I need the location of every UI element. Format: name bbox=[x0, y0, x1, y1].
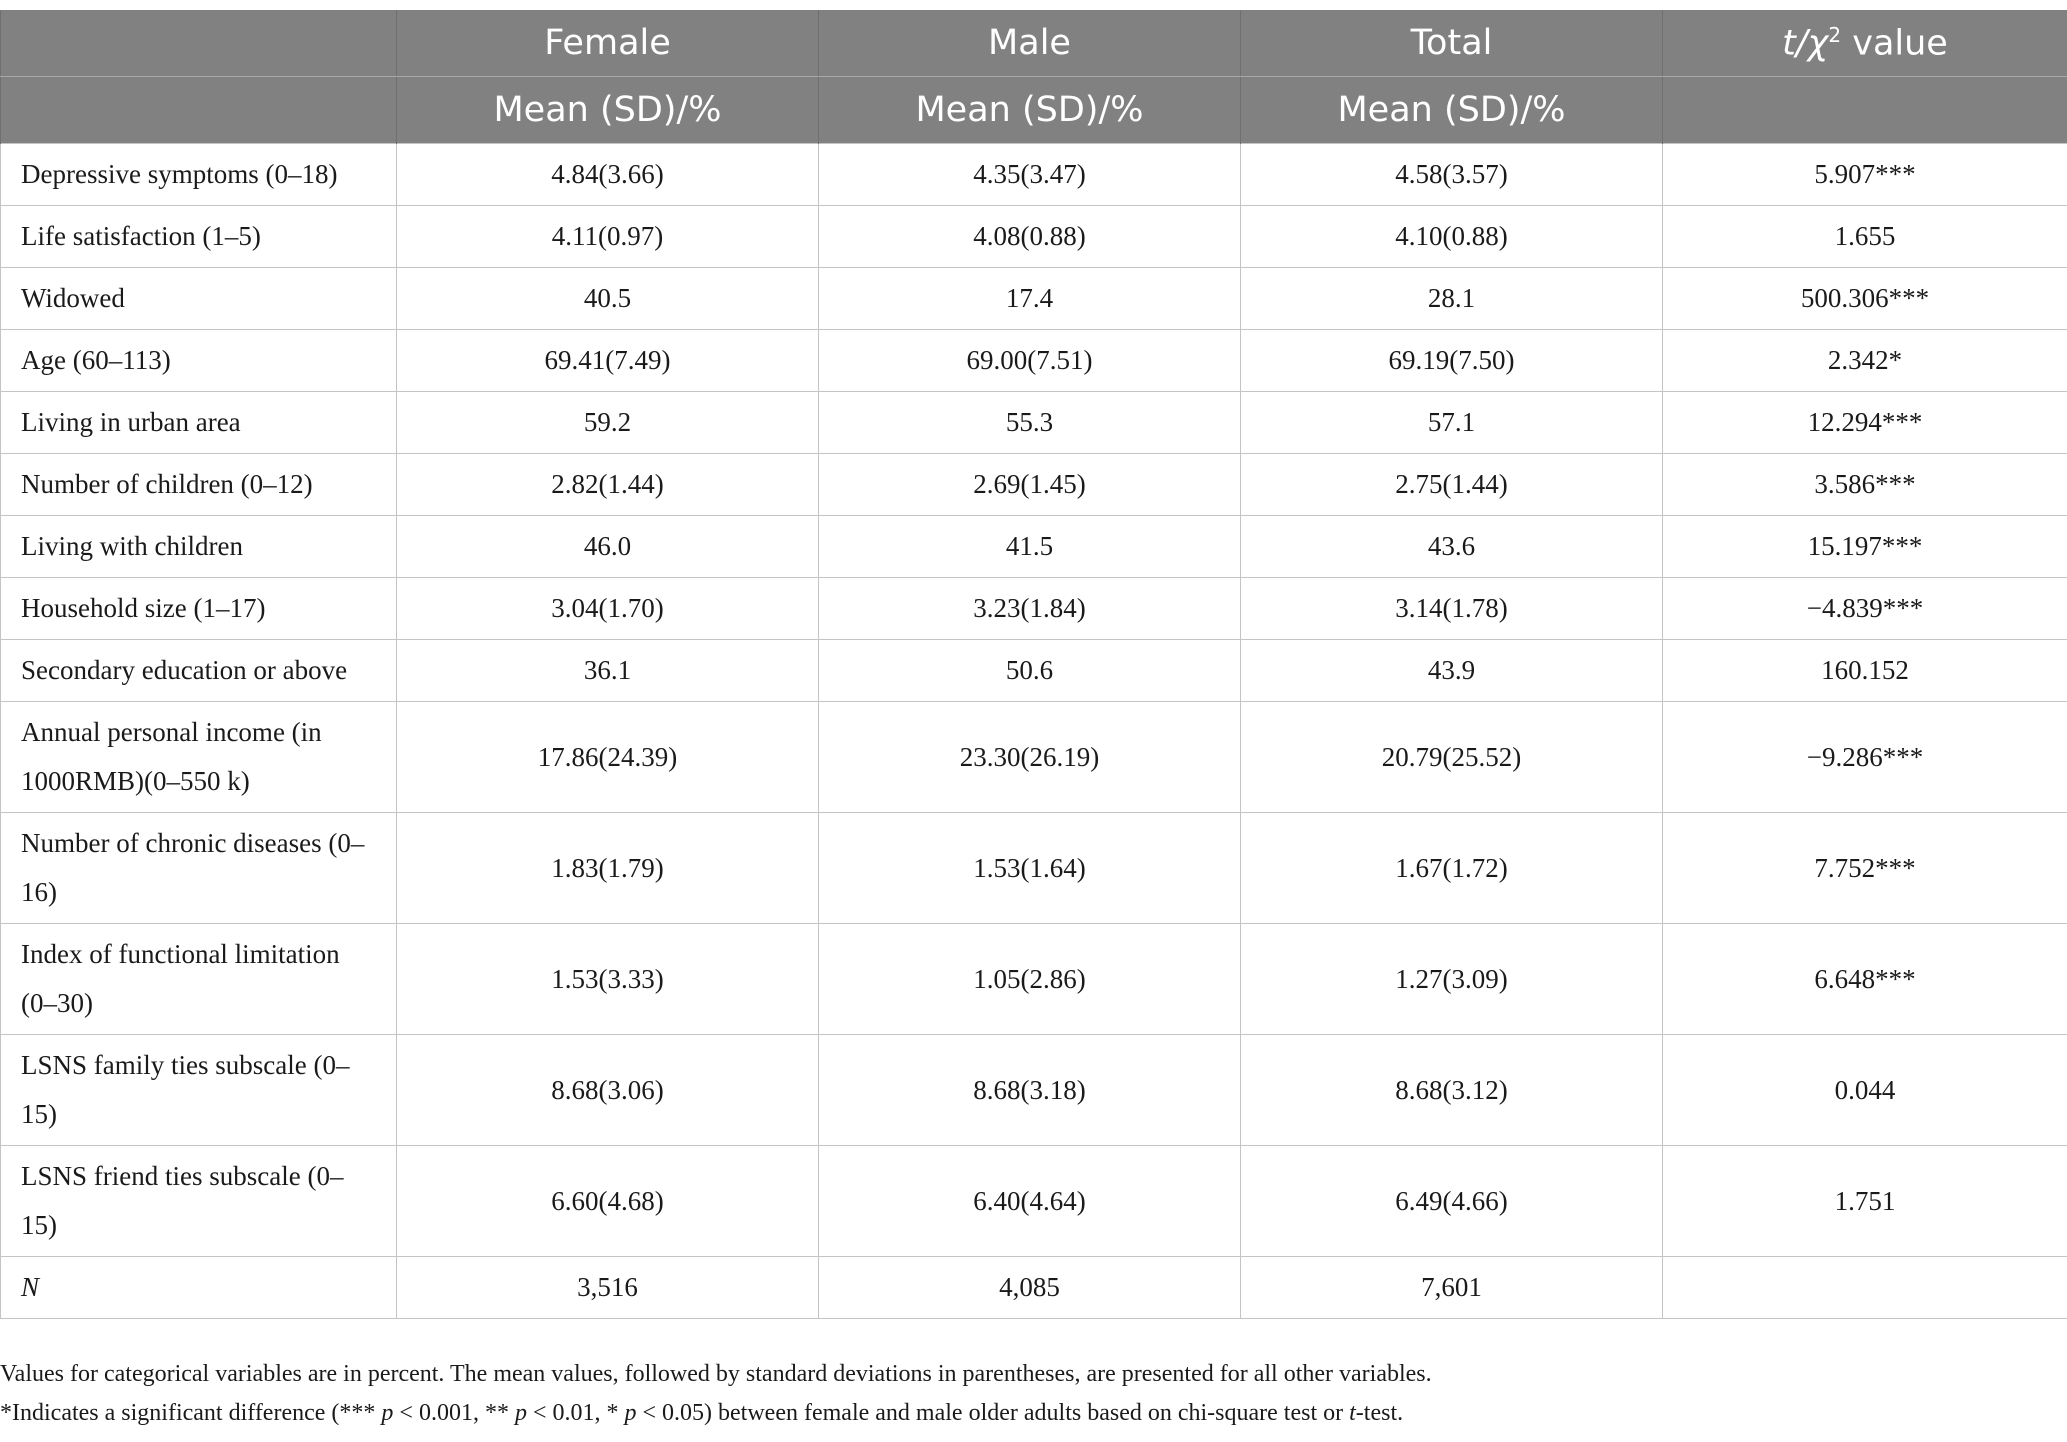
header-stat-sup: 2 bbox=[1828, 22, 1842, 47]
header-row-1 bbox=[1, 10, 2067, 77]
female-value: 1.83(1.79) bbox=[397, 813, 819, 924]
subheader-total: Mean (SD)/% bbox=[1241, 77, 1663, 144]
row-label: Annual personal income (in 1000RMB)(0–550 k) bbox=[1, 702, 397, 813]
total-value: 57.1 bbox=[1241, 392, 1663, 454]
stat-value: 0.044 bbox=[1663, 1035, 2067, 1146]
footnote-p-1: p bbox=[381, 1400, 394, 1426]
stat-value: −4.839*** bbox=[1663, 578, 2067, 640]
row-label: Widowed bbox=[1, 268, 397, 330]
table-row bbox=[1, 924, 2067, 1035]
male-value: 17.4 bbox=[819, 268, 1241, 330]
footnote-2-part-c: < 0.01, * bbox=[526, 1400, 625, 1426]
male-value: 41.5 bbox=[819, 516, 1241, 578]
female-value: 4.11(0.97) bbox=[397, 206, 819, 268]
male-value: 6.40(4.64) bbox=[819, 1146, 1241, 1257]
stat-value: −9.286*** bbox=[1663, 702, 2067, 813]
stat-value: 7.752*** bbox=[1663, 813, 2067, 924]
male-value: 55.3 bbox=[819, 392, 1241, 454]
row-label: Living with children bbox=[1, 516, 397, 578]
total-value: 43.9 bbox=[1241, 640, 1663, 702]
total-value: 28.1 bbox=[1241, 268, 1663, 330]
row-label: Age (60–113) bbox=[1, 330, 397, 392]
table-row bbox=[1, 330, 2067, 392]
female-value: 8.68(3.06) bbox=[397, 1035, 819, 1146]
descriptive-statistics-table bbox=[0, 10, 2067, 1319]
row-label: LSNS family ties subscale (0–15) bbox=[1, 1035, 397, 1146]
row-label: Number of chronic diseases (0–16) bbox=[1, 813, 397, 924]
male-value: 1.05(2.86) bbox=[819, 924, 1241, 1035]
row-label: Life satisfaction (1–5) bbox=[1, 206, 397, 268]
table-row bbox=[1, 206, 2067, 268]
stat-value: 3.586*** bbox=[1663, 454, 2067, 516]
female-value: 40.5 bbox=[397, 268, 819, 330]
header-stat-chi: χ bbox=[1807, 23, 1829, 64]
row-label: Living in urban area bbox=[1, 392, 397, 454]
total-value: 43.6 bbox=[1241, 516, 1663, 578]
stat-value: 160.152 bbox=[1663, 640, 2067, 702]
male-value: 4.08(0.88) bbox=[819, 206, 1241, 268]
male-value: 8.68(3.18) bbox=[819, 1035, 1241, 1146]
male-value: 23.30(26.19) bbox=[819, 702, 1241, 813]
footnote-p-2: p bbox=[514, 1400, 527, 1426]
row-label: Index of functional limitation (0–30) bbox=[1, 924, 397, 1035]
stat-value: 5.907*** bbox=[1663, 144, 2067, 206]
total-value: 1.67(1.72) bbox=[1241, 813, 1663, 924]
female-value: 2.82(1.44) bbox=[397, 454, 819, 516]
total-value: 7,601 bbox=[1241, 1257, 1663, 1319]
header-total: Total bbox=[1241, 10, 1663, 77]
male-value: 2.69(1.45) bbox=[819, 454, 1241, 516]
table-row bbox=[1, 144, 2067, 206]
total-value: 69.19(7.50) bbox=[1241, 330, 1663, 392]
footnote-2-part-d: < 0.05) between female and male older adults based on chi-square test or bbox=[636, 1400, 1350, 1426]
table-row bbox=[1, 578, 2067, 640]
female-value: 17.86(24.39) bbox=[397, 702, 819, 813]
subheader-female: Mean (SD)/% bbox=[397, 77, 819, 144]
table-row bbox=[1, 813, 2067, 924]
footnote-line-2 bbox=[0, 1394, 2067, 1433]
total-value: 4.10(0.88) bbox=[1241, 206, 1663, 268]
footnote-p-3: p bbox=[624, 1400, 637, 1426]
female-value: 59.2 bbox=[397, 392, 819, 454]
footnote-line-1: Values for categorical variables are in percent. The mean values, followed by standard deviations in parentheses, are presented for all other variables. bbox=[0, 1361, 1432, 1387]
table-footnotes bbox=[0, 1355, 2067, 1433]
female-value: 3,516 bbox=[397, 1257, 819, 1319]
row-label: Household size (1–17) bbox=[1, 578, 397, 640]
stat-value: 6.648*** bbox=[1663, 924, 2067, 1035]
table-row bbox=[1, 392, 2067, 454]
total-value: 1.27(3.09) bbox=[1241, 924, 1663, 1035]
subheader-male: Mean (SD)/% bbox=[819, 77, 1241, 144]
total-value: 3.14(1.78) bbox=[1241, 578, 1663, 640]
header-row-2 bbox=[1, 77, 2067, 144]
table-row bbox=[1, 640, 2067, 702]
female-value: 69.41(7.49) bbox=[397, 330, 819, 392]
row-label: LSNS friend ties subscale (0–15) bbox=[1, 1146, 397, 1257]
male-value: 50.6 bbox=[819, 640, 1241, 702]
table-row bbox=[1, 1146, 2067, 1257]
table-row bbox=[1, 1035, 2067, 1146]
total-value: 2.75(1.44) bbox=[1241, 454, 1663, 516]
female-value: 1.53(3.33) bbox=[397, 924, 819, 1035]
female-value: 3.04(1.70) bbox=[397, 578, 819, 640]
subheader-blank-cell bbox=[1, 77, 397, 144]
male-value: 3.23(1.84) bbox=[819, 578, 1241, 640]
stat-value: 2.342* bbox=[1663, 330, 2067, 392]
header-stat-t: t/ bbox=[1782, 23, 1808, 64]
footnote-2-part-e: -test. bbox=[1355, 1400, 1404, 1426]
total-value: 20.79(25.52) bbox=[1241, 702, 1663, 813]
male-value: 4.35(3.47) bbox=[819, 144, 1241, 206]
header-statistic bbox=[1663, 10, 2067, 77]
total-value: 4.58(3.57) bbox=[1241, 144, 1663, 206]
stat-value bbox=[1663, 1257, 2067, 1319]
stat-value: 1.655 bbox=[1663, 206, 2067, 268]
table-row bbox=[1, 268, 2067, 330]
footnote-2-part-a: *Indicates a significant difference (*** bbox=[0, 1400, 382, 1426]
subheader-blank-stat bbox=[1663, 77, 2067, 144]
footnote-2-part-b: < 0.001, ** bbox=[393, 1400, 515, 1426]
female-value: 46.0 bbox=[397, 516, 819, 578]
table-row bbox=[1, 702, 2067, 813]
row-label: Depressive symptoms (0–18) bbox=[1, 144, 397, 206]
table-row bbox=[1, 516, 2067, 578]
header-blank-cell bbox=[1, 10, 397, 77]
row-label-n: N bbox=[1, 1257, 397, 1319]
header-male: Male bbox=[819, 10, 1241, 77]
stat-value: 12.294*** bbox=[1663, 392, 2067, 454]
female-value: 36.1 bbox=[397, 640, 819, 702]
stat-value: 1.751 bbox=[1663, 1146, 2067, 1257]
header-female: Female bbox=[397, 10, 819, 77]
table-row bbox=[1, 1257, 2067, 1319]
female-value: 6.60(4.68) bbox=[397, 1146, 819, 1257]
male-value: 69.00(7.51) bbox=[819, 330, 1241, 392]
male-value: 4,085 bbox=[819, 1257, 1241, 1319]
stat-value: 500.306*** bbox=[1663, 268, 2067, 330]
header-stat-value: value bbox=[1841, 23, 1948, 64]
data-table-wrapper bbox=[0, 10, 2067, 1319]
footnote-t: t bbox=[1349, 1400, 1356, 1426]
row-label: Secondary education or above bbox=[1, 640, 397, 702]
female-value: 4.84(3.66) bbox=[397, 144, 819, 206]
stat-value: 15.197*** bbox=[1663, 516, 2067, 578]
male-value: 1.53(1.64) bbox=[819, 813, 1241, 924]
table-row bbox=[1, 454, 2067, 516]
row-label: Number of children (0–12) bbox=[1, 454, 397, 516]
total-value: 6.49(4.66) bbox=[1241, 1146, 1663, 1257]
total-value: 8.68(3.12) bbox=[1241, 1035, 1663, 1146]
